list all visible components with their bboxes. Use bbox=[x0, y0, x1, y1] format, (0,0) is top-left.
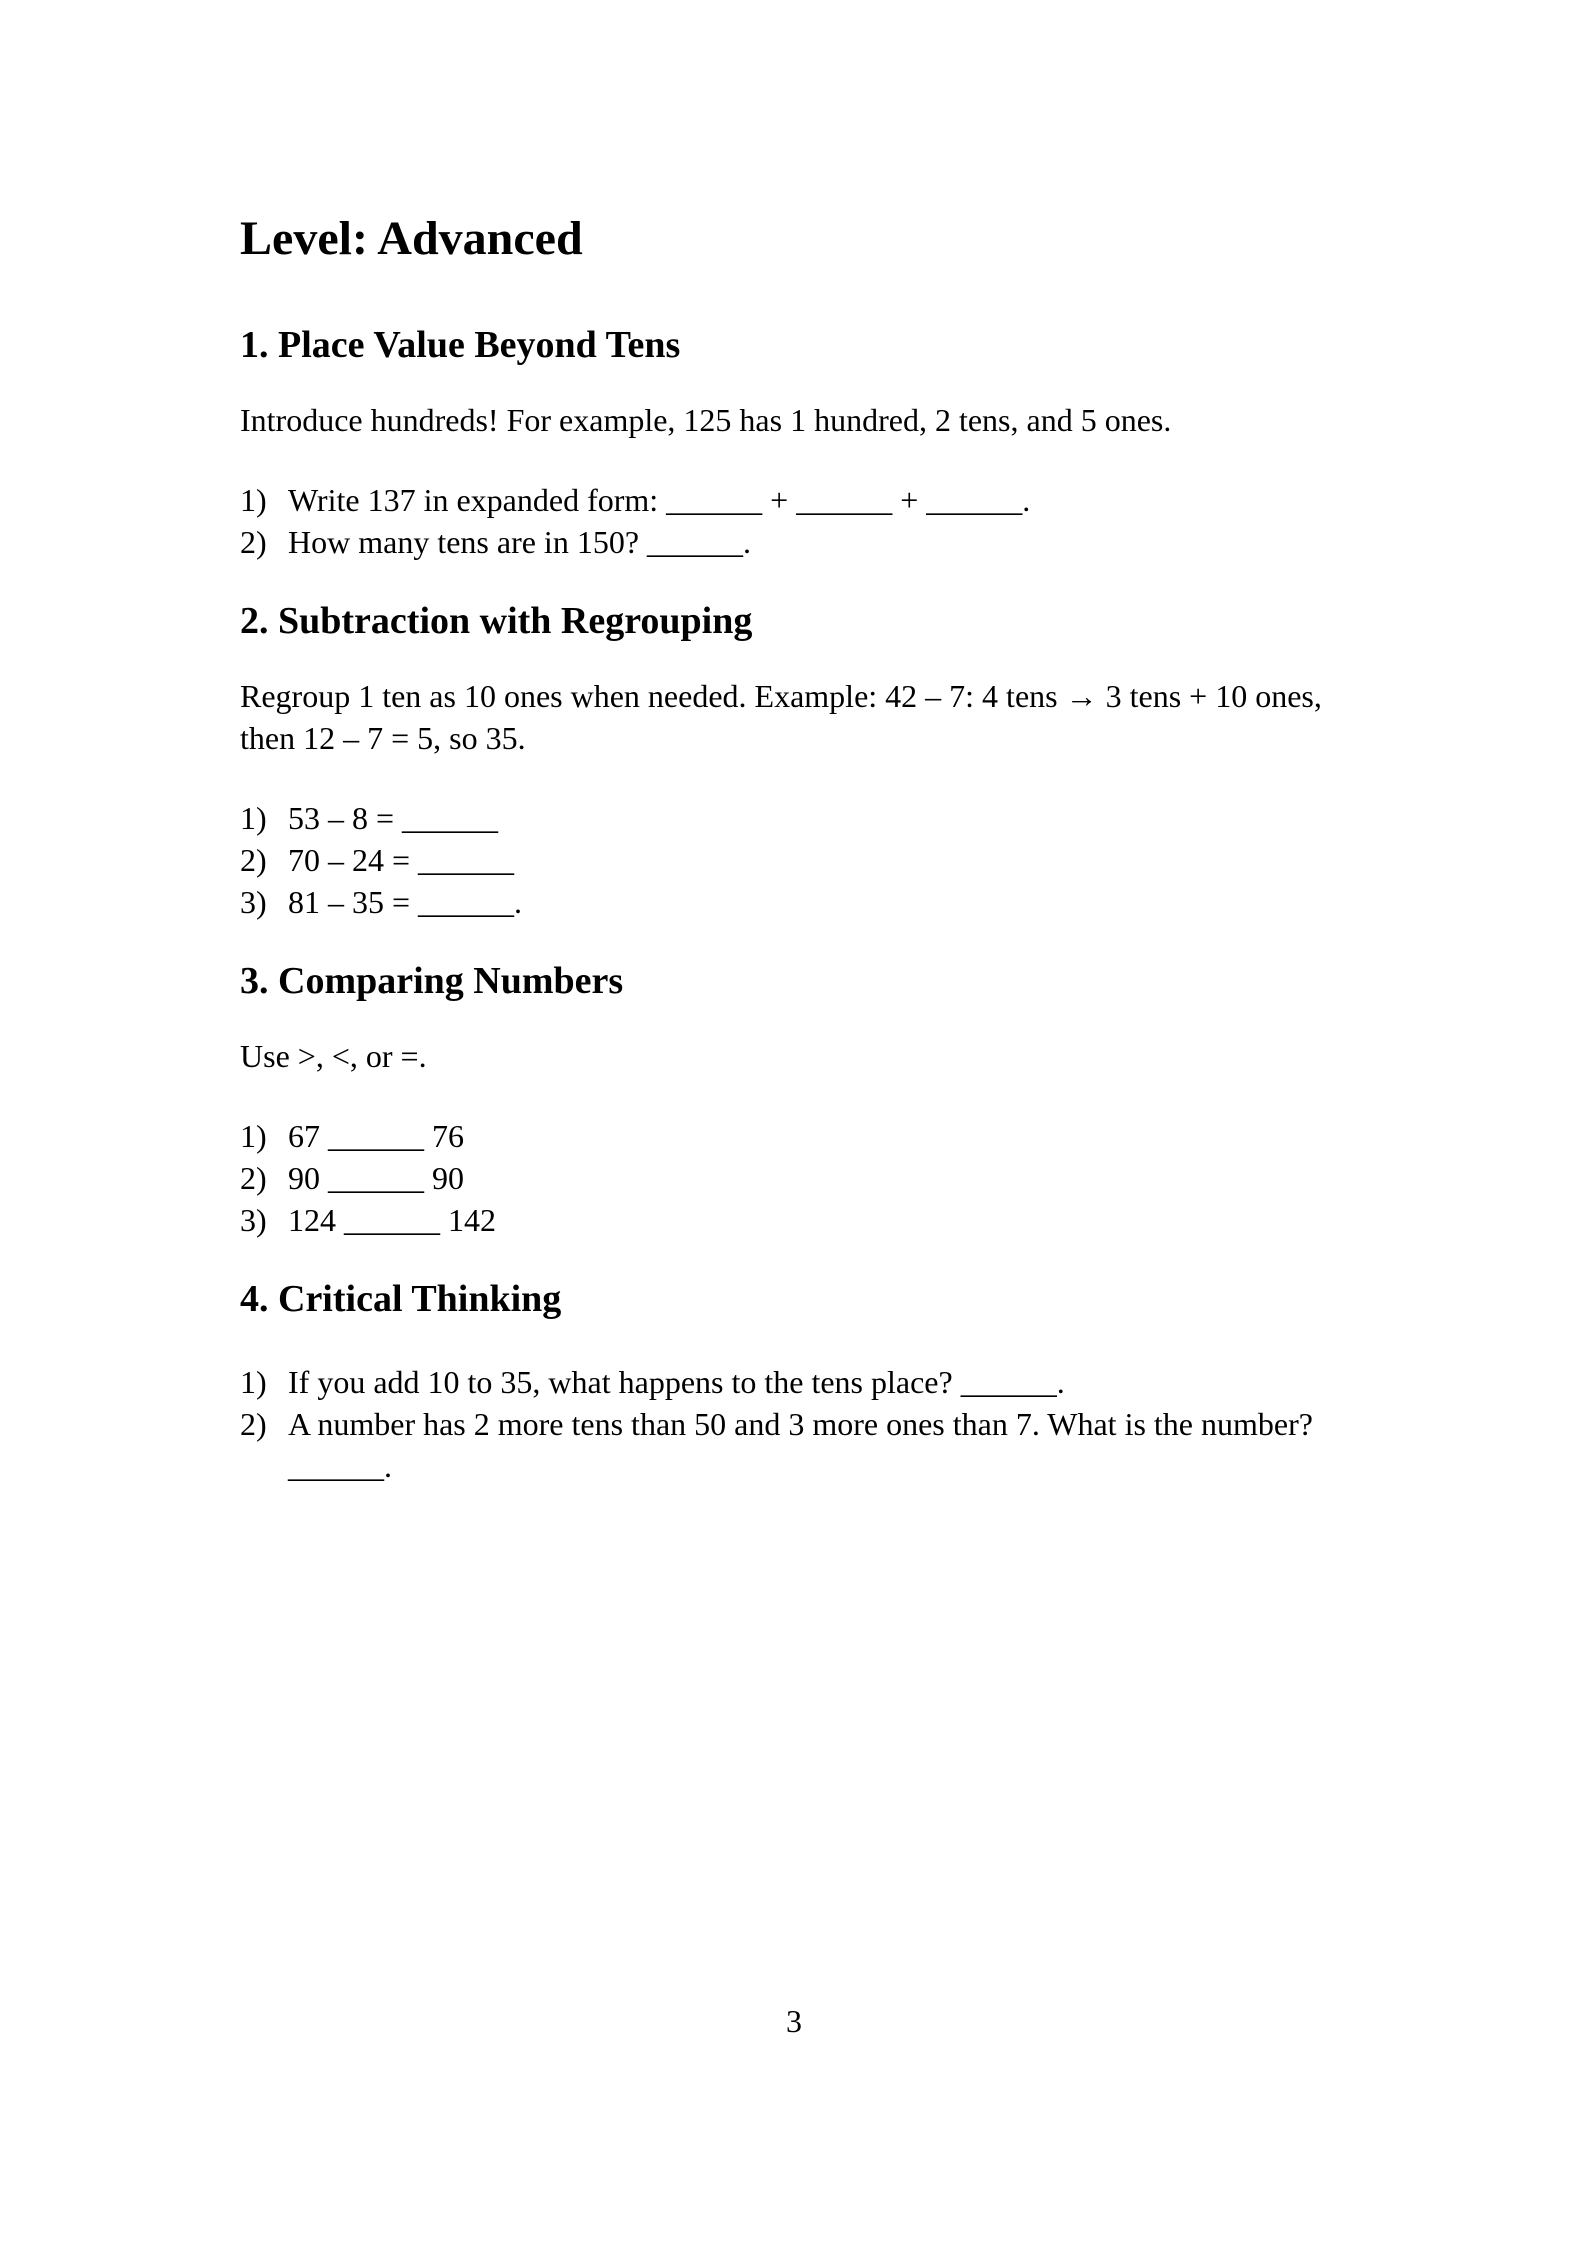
question-item bbox=[240, 521, 1360, 563]
question-list bbox=[240, 1361, 1360, 1487]
worksheet-section bbox=[240, 957, 1360, 1241]
question-item bbox=[240, 797, 1360, 839]
question-list bbox=[240, 1115, 1360, 1241]
question-item bbox=[240, 1199, 1360, 1241]
question-text: 90 ______ 90 bbox=[288, 1160, 464, 1196]
section-heading: 1. Place Value Beyond Tens bbox=[240, 324, 681, 366]
question-number: 2) bbox=[240, 1160, 267, 1196]
question-number: 2) bbox=[240, 1406, 267, 1442]
question-text: How many tens are in 150? ______. bbox=[288, 524, 752, 560]
page-number: 3 bbox=[786, 2003, 802, 2039]
question-text: 70 – 24 = ______ bbox=[288, 842, 515, 878]
question-item bbox=[240, 479, 1360, 521]
question-item bbox=[240, 1157, 1360, 1199]
question-list bbox=[240, 479, 1360, 563]
question-text: 81 – 35 = ______. bbox=[288, 884, 523, 920]
section-intro: Regroup 1 ten as 10 ones when needed. Example: 42 – 7: 4 tens → 3 tens + 10 ones, then 12 – 7 = 5, so 35. bbox=[240, 678, 1322, 756]
question-number: 3) bbox=[240, 1202, 267, 1238]
question-number: 1) bbox=[240, 1118, 267, 1154]
section-intro: Introduce hundreds! For example, 125 has 1 hundred, 2 tens, and 5 ones. bbox=[240, 402, 1172, 438]
question-number: 3) bbox=[240, 884, 267, 920]
question-text: If you add 10 to 35, what happens to the tens place? ______. bbox=[288, 1364, 1065, 1400]
question-number: 1) bbox=[240, 482, 267, 518]
worksheet-section bbox=[240, 1275, 1360, 1487]
sections-container bbox=[240, 321, 1360, 1487]
worksheet-section bbox=[240, 321, 1360, 563]
section-heading: 4. Critical Thinking bbox=[240, 1278, 562, 1320]
section-heading: 3. Comparing Numbers bbox=[240, 960, 624, 1002]
question-text: 124 ______ 142 bbox=[288, 1202, 496, 1238]
section-heading: 2. Subtraction with Regrouping bbox=[240, 600, 753, 642]
question-text: Write 137 in expanded form: ______ + ______ + ______. bbox=[288, 482, 1031, 518]
question-item bbox=[240, 839, 1360, 881]
question-text: A number has 2 more tens than 50 and 3 more ones than 7. What is the number? ______. bbox=[288, 1406, 1313, 1484]
question-item bbox=[240, 1403, 1360, 1487]
question-item bbox=[240, 881, 1360, 923]
question-item bbox=[240, 1361, 1360, 1403]
question-number: 1) bbox=[240, 800, 267, 836]
question-item bbox=[240, 1115, 1360, 1157]
question-number: 2) bbox=[240, 524, 267, 560]
question-text: 67 ______ 76 bbox=[288, 1118, 464, 1154]
worksheet-section bbox=[240, 597, 1360, 923]
section-intro: Use >, <, or =. bbox=[240, 1038, 427, 1074]
question-number: 1) bbox=[240, 1364, 267, 1400]
question-text: 53 – 8 = ______ bbox=[288, 800, 499, 836]
page-title: Level: Advanced bbox=[240, 212, 583, 265]
document-content bbox=[240, 0, 1360, 1487]
question-list bbox=[240, 797, 1360, 923]
question-number: 2) bbox=[240, 842, 267, 878]
